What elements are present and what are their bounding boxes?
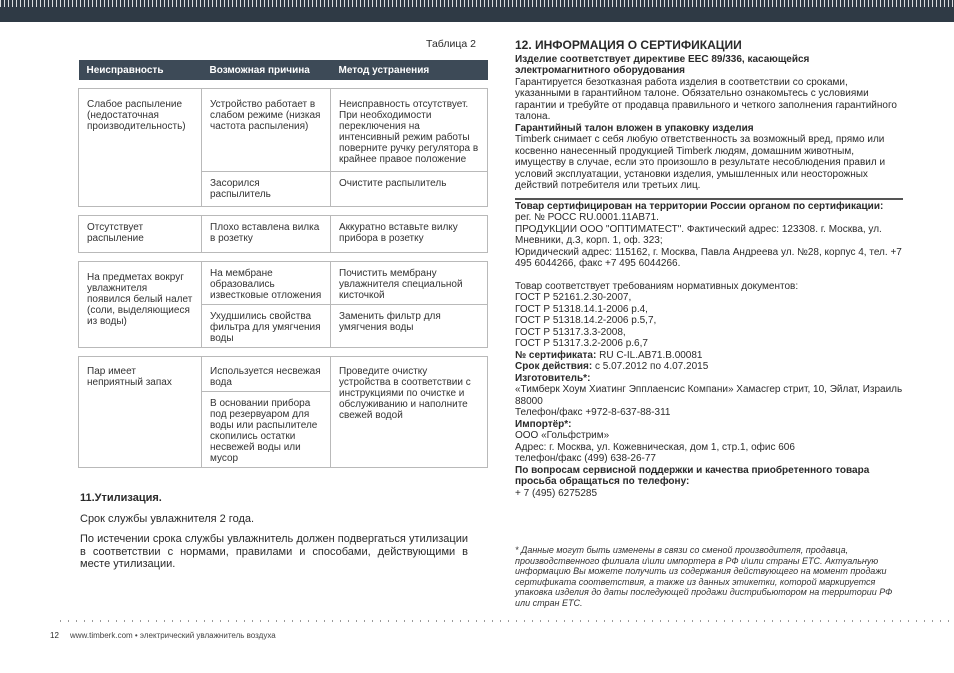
importer-name: ООО «Гольфстрим» (515, 430, 610, 441)
cause-cell: Используется несвежая вода (202, 357, 331, 392)
term-label: Срок действия: (515, 361, 593, 372)
fault-cell: Слабое распыление (недостаточная производительность) (79, 89, 202, 207)
table-row (79, 262, 488, 305)
warranty-card-heading: Гарантийный талон вложен в упаковку изделия (515, 122, 754, 134)
importer-label: Импортёр*: (515, 418, 572, 430)
cert-label: № сертификата: (515, 349, 597, 361)
fix-cell: Проведите очистку устройства в соответствии с инструкциями по очистке и обслуживанию и наполните свежей водой (331, 357, 488, 468)
fix-cell: Неисправность отсутствует. При необходимости переключения на интенсивный режим работы поверните ручку регулятора в крайнее правое положение (331, 89, 488, 172)
manufacturer-phone: Телефон/факс +972-8-637-88-311 (515, 407, 671, 418)
fault-cell: Отсутствует распыление (79, 216, 202, 253)
gost-item: ГОСТ Р 52161.2.30-2007, (515, 292, 632, 303)
header-fault: Неисправность (79, 60, 202, 80)
footnote: * Данные могут быть изменены в связи со сменой производителя, продавца, производственного филиала и\или импортера в РФ и\или страны ЕТС. Актуальную информацию Вы можете получить из содержания действующего на момент продажи сертификата соответствия, а также из данных этикетки, которой маркируется упаковка изделия до даты последующей продажи дистрибьютором на территории РФ или стран ЕТС. (515, 545, 893, 608)
page-number: 12 (50, 631, 59, 640)
manufacturer-address: «Тимберк Хоум Хиатинг Эпплаенсис Компани» Хамасгер стрит, 10, Эйлат, Израиль 88000 (515, 384, 903, 407)
table-row (79, 216, 488, 253)
cause-cell: Засорился распылитель (202, 172, 331, 207)
reg-number: рег. № РОСС RU.0001.11АВ71. (515, 212, 659, 223)
footer-text: www.timberk.com • электрический увлажнитель воздуха (70, 631, 276, 640)
cert-value: RU C-IL.АВ71.В.00081 (596, 349, 703, 361)
certificate-number (515, 350, 903, 362)
importer-phone: телефон/факс (499) 638-26-77 (515, 453, 656, 464)
divider (515, 198, 903, 200)
validity-period (515, 361, 903, 373)
fault-cell: На предметах вокруг увлажнителя появился белый налет (соли, выделяющиеся из воды) (79, 262, 202, 348)
certified-heading: Товар сертифицирован на территории России органом по сертификации: (515, 200, 884, 212)
certification-section (515, 40, 903, 499)
cause-cell: Ухудшились свойства фильтра для умягчения воды (202, 305, 331, 348)
service-phone: + 7 (495) 6275285 (515, 487, 598, 499)
fix-cell: Очистите распылитель (331, 172, 488, 207)
fix-cell: Заменить фильтр для умягчения воды (331, 305, 488, 348)
service-heading: По вопросам сервисной поддержки и качества приобретенного товара просьба обращаться по телефону: (515, 464, 870, 487)
directive-heading: Изделие соответствует директиве ЕЕС 89/336, касающейся электромагнитного оборудования (515, 53, 810, 76)
standards-intro: Товар соответствует требованиям нормативных документов: (515, 280, 799, 292)
section-12-title: 12. ИНФОРМАЦИЯ О СЕРТИФИКАЦИИ (515, 38, 742, 52)
importer-address: Адрес: г. Москва, ул. Кожевническая, дом 1, стр.1, офис 606 (515, 441, 795, 453)
cert-body-address: ПРОДУКЦИИ ООО "ОПТИМАТЕСТ". Фактический адрес: 123308. г. Москва, ул. Мневники, д.3, корп. 1, оф. 323; (515, 223, 882, 246)
cause-cell: На мембране образовались известковые отложения (202, 262, 331, 305)
table-row (79, 357, 488, 392)
warranty-text: Гарантируется безотказная работа изделия в соответствии со сроками, указанными в гарантийном талоне. Обязательно ознакомьтесь с условиями гарантии и требуйте от продавца правильного и четкого заполнения гарантийного талона. (515, 76, 897, 122)
header-cause: Возможная причина (202, 60, 331, 80)
manufacturer-label: Изготовитель*: (515, 372, 591, 384)
table-caption: Таблица 2 (426, 38, 476, 50)
section-11-paragraph-2: По истечении срока службы увлажнитель должен подвергаться утилизации в соответствии с нормами, правилами и способами, действующими в месте утилизации. (80, 533, 468, 570)
top-header-bar (0, 0, 954, 22)
section-11-title: 11.Утилизация. (80, 492, 162, 504)
legal-address: Юридический адрес: 115162, г. Москва, Павла Андреева ул. №28, корпус 4, тел. +7 495 6044266, факс +7 495 6044266. (515, 246, 902, 269)
cause-cell: Устройство работает в слабом режиме (низкая частота распыления) (202, 89, 331, 172)
header-stripes (0, 0, 954, 7)
section-11-paragraph-1: Срок службы увлажнителя 2 года. (80, 513, 255, 525)
gost-item: ГОСТ Р 51318.14.1-2006 р.4, (515, 303, 648, 315)
header-fix: Метод устранения (331, 60, 488, 80)
footer-dotted-divider (60, 620, 954, 622)
cause-cell: В основании прибора под резервуаром для воды или распылителе скопились остатки несвежей воды или мусор (202, 392, 331, 468)
cause-cell: Плохо вставлена вилка в розетку (202, 216, 331, 253)
fix-cell: Аккуратно вставьте вилку прибора в розетку (331, 216, 488, 253)
gost-item: ГОСТ Р 51317.3.2-2006 р.6,7 (515, 338, 648, 349)
troubleshooting-table (78, 60, 488, 468)
table-row (79, 89, 488, 172)
gost-item: ГОСТ Р 51318.14.2-2006 р.5,7, (515, 315, 657, 326)
table-header-row (79, 60, 488, 80)
fix-cell: Почистить мембрану увлажнителя специальной кисточкой (331, 262, 488, 305)
liability-text: Timberk снимает с себя любую ответственность за возможный вред, прямо или косвенно нанесенный продукцией Timberk людям, домашним животным, имуществу в случае, если это произошло в результате несоблюдения правил и условий эксплуатации, установки изделия, умышленных или неосторожных действий потребителя или третьих лиц. (515, 134, 886, 191)
fault-cell: Пар имеет неприятный запах (79, 357, 202, 468)
term-value: с 5.07.2012 по 4.07.2015 (592, 361, 709, 372)
gost-item: ГОСТ Р 51317.3.3-2008, (515, 326, 626, 338)
